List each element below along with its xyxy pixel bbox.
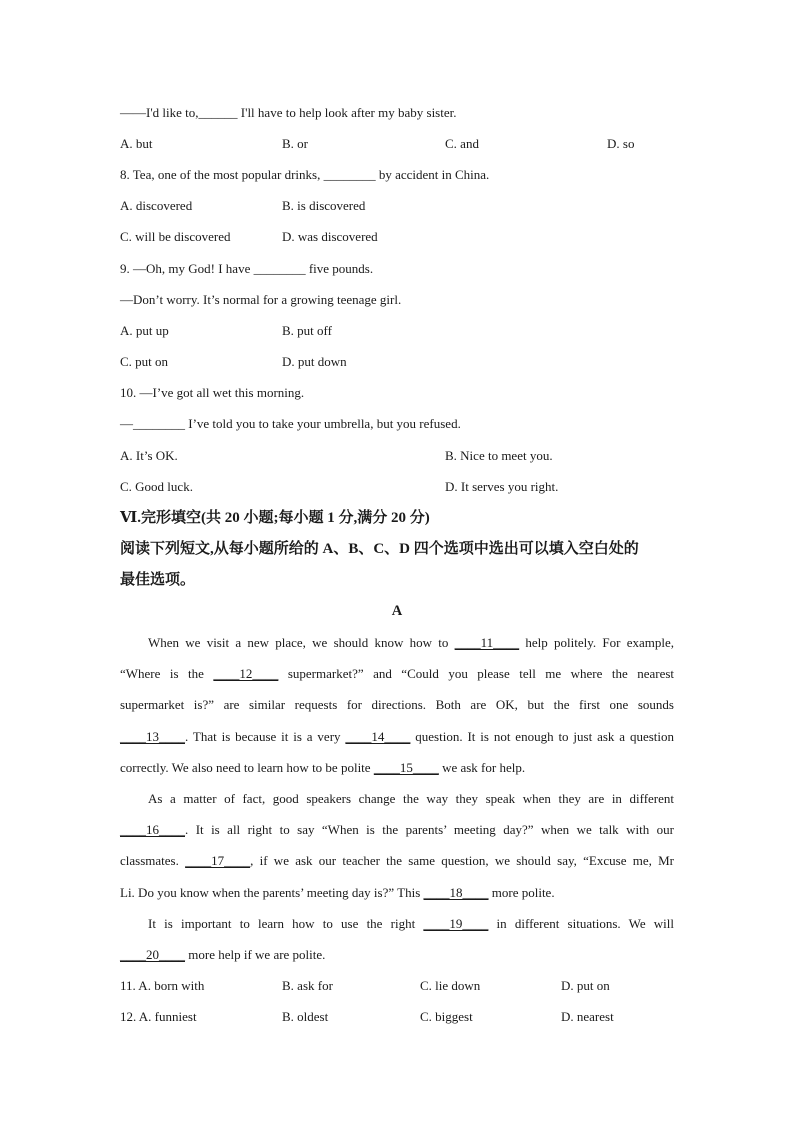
q11-option-d[interactable]: D. put on <box>561 978 610 993</box>
q8-options-row2 <box>120 228 680 246</box>
q8-option-d[interactable]: D. was discovered <box>282 229 378 244</box>
passage-line: ____13____. That is because it is a very ____14____ question. It is not enough to just ask a question <box>120 729 674 744</box>
q10-option-c[interactable]: C. Good luck. <box>120 479 193 494</box>
passage-line: It is important to learn how to use the right ____19____ in different situations. We will <box>148 916 675 931</box>
passage-line: Li. Do you know when the parents’ meeting day is?” This ____18____ more polite. <box>120 885 555 900</box>
passage-line: ____20____ more help if we are polite. <box>120 947 326 962</box>
blank-19[interactable]: ____19____ <box>423 916 489 931</box>
q9-stem: 9. —Oh, my God! I have ________ five pounds. <box>120 261 374 276</box>
q9-option-c[interactable]: C. put on <box>120 354 169 369</box>
blank-11[interactable]: ____11____ <box>454 635 520 650</box>
q7-option-b[interactable]: B. or <box>282 136 308 151</box>
blank-17[interactable]: ____17____ <box>185 853 251 868</box>
q11-option-b[interactable]: B. ask for <box>282 978 333 993</box>
blank-16[interactable]: ____16____ <box>120 822 185 837</box>
blank-18[interactable]: ____18____ <box>423 885 489 900</box>
q8-stem: 8. Tea, one of the most popular drinks, ________ by accident in China. <box>120 167 490 182</box>
q9-option-a[interactable]: A. put up <box>120 323 169 338</box>
q9-option-d[interactable]: D. put down <box>282 354 347 369</box>
passage-line: correctly. We also need to learn how to be polite ____15____ we ask for help. <box>120 760 526 775</box>
q8-options-row1 <box>120 197 680 215</box>
q12-option-a[interactable]: 12. A. funniest <box>120 1009 197 1024</box>
q10-option-b[interactable]: B. Nice to meet you. <box>445 448 553 463</box>
q12-options <box>120 1008 680 1026</box>
blank-20[interactable]: ____20____ <box>120 947 185 962</box>
q10-option-d[interactable]: D. It serves you right. <box>445 479 559 494</box>
q7-option-a[interactable]: A. but <box>120 136 153 151</box>
q10-reply: —________ I’ve told you to take your umbrella, but you refused. <box>120 416 461 431</box>
blank-12[interactable]: ____12____ <box>213 666 279 681</box>
passage-line: As a matter of fact, good speakers change the way they speak when they are in different <box>148 791 674 806</box>
passage-line: supermarket is?” are similar requests for directions. Both are OK, but the first one sounds <box>120 697 674 712</box>
passage-label: A <box>391 603 403 619</box>
q10-stem: 10. —I’ve got all wet this morning. <box>120 385 305 400</box>
q11-option-c[interactable]: C. lie down <box>420 978 481 993</box>
q8-option-b[interactable]: B. is discovered <box>282 198 366 213</box>
q9-options-row1 <box>120 322 680 340</box>
q9-options-row2 <box>120 353 680 371</box>
instruction-line-1: 阅读下列短文,从每小题所给的 A、B、C、D 四个选项中选出可以填入空白处的 <box>120 541 639 557</box>
q10-option-a[interactable]: A. It’s OK. <box>120 448 178 463</box>
q7-options <box>120 135 680 153</box>
blank-14[interactable]: ____14____ <box>345 729 411 744</box>
q12-option-b[interactable]: B. oldest <box>282 1009 329 1024</box>
passage-line: “Where is the ____12____ supermarket?” and “Could you please tell me where the nearest <box>120 666 675 681</box>
q12-option-d[interactable]: D. nearest <box>561 1009 614 1024</box>
q9-option-b[interactable]: B. put off <box>282 323 332 338</box>
q10-options-row1 <box>120 447 680 465</box>
q11-option-a[interactable]: 11. A. born with <box>120 978 205 993</box>
q11-options <box>120 977 680 995</box>
blank-15[interactable]: ____15____ <box>373 760 439 775</box>
instruction-line-2: 最佳选项。 <box>120 572 196 588</box>
q8-option-a[interactable]: A. discovered <box>120 198 193 213</box>
q12-option-c[interactable]: C. biggest <box>420 1009 473 1024</box>
passage-line: classmates. ____17____, if we ask our teacher the same question, we should say, “Excuse me, Mr <box>120 853 675 868</box>
passage-line: When we visit a new place, we should know how to ____11____ help politely. For example, <box>148 635 674 650</box>
q7-option-d[interactable]: D. so <box>607 136 635 151</box>
q7-reply: ——I'd like to,______ I'll have to help look after my baby sister. <box>120 105 457 120</box>
q7-option-c[interactable]: C. and <box>445 136 479 151</box>
blank-13[interactable]: ____13____ <box>120 729 185 744</box>
q9-reply: —Don’t worry. It’s normal for a growing teenage girl. <box>120 292 402 307</box>
q8-option-c[interactable]: C. will be discovered <box>120 229 231 244</box>
passage-line: ____16____. It is all right to say “When is the parents’ meeting day?” when we talk with our <box>120 822 674 837</box>
section-title: Ⅵ.完形填空(共 20 小题;每小题 1 分,满分 20 分) <box>120 510 430 526</box>
q10-options-row2 <box>120 478 680 496</box>
